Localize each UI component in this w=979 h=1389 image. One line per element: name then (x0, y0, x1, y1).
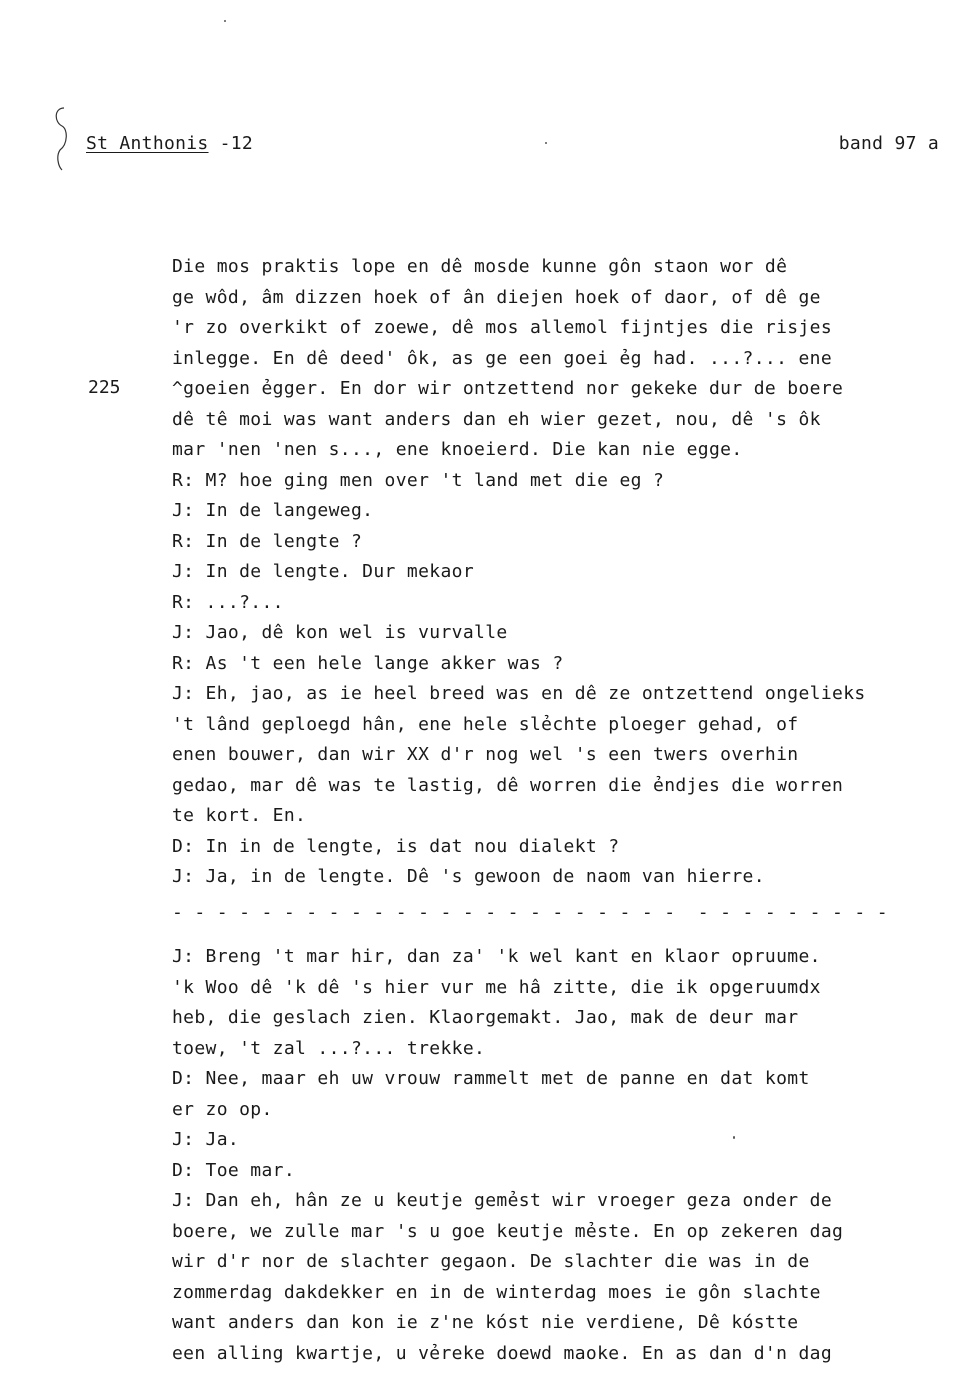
punch-hole-mark (52, 104, 70, 174)
transcript-line: J: Jao, dê kon wel is vurvalle (172, 622, 508, 643)
transcript-line: 't lând geploegd hân, ene hele slẻchte ploeger gehad, of (172, 713, 799, 735)
transcript-line: 'k Woo dê 'k dê 's hier vur me hâ zitte, die ik opgeruumdx (172, 976, 821, 998)
transcript-line: gedao, mar dê was te lastig, dê worren die ẻndjes die worren (172, 774, 844, 796)
transcript-section-1 (172, 252, 866, 893)
transcript-line: J: Eh, jao, as ie heel breed was en dê ze ontzettend ongelieks (172, 683, 866, 704)
transcript-section-2 (172, 942, 843, 1369)
transcript-line: want anders dan kon ie z'ne kóst nie verdiene, Dê kóstte (172, 1312, 799, 1333)
transcript-line: Die mos praktis lope en dê mosde kunne gôn staon wor dê (172, 256, 788, 277)
transcript-line: te kort. En. (172, 805, 307, 826)
place-title: St Anthonis (86, 133, 209, 154)
transcript-line: een alling kwartje, u vẻreke doewd maoke. En as dan d'n dag (172, 1342, 833, 1364)
transcript-line: D: Toe mar. (172, 1159, 296, 1181)
transcript-line: R: M? hoe ging men over 't land met die eg ? (172, 469, 665, 491)
transcript-line: R: As 't een hele lange akker was ? (172, 652, 564, 674)
scan-speck (733, 1136, 735, 1139)
transcript-line: toew, 't zal ...?... trekke. (172, 1037, 486, 1059)
transcript-line: D: Nee, maar eh uw vrouw rammelt met de panne en dat komt (172, 1068, 810, 1089)
transcript-line: J: Ja, in de lengte. Dê 's gewoon de naom van hierre. (172, 866, 765, 887)
section-divider: - - - - - - - - - - - - - - - - - - - - - - - - - - - - - - - - (172, 902, 888, 923)
page-number: -12 (208, 133, 254, 154)
transcript-line: dê tê moi was want anders dan eh wier gezet, nou, dê 's ôk (172, 408, 821, 430)
transcript-line: 'r zo overkikt of zoewe, dê mos allemol fijntjes die risjes (172, 317, 833, 338)
transcript-line: J: In de lengte. Dur mekaor (172, 561, 475, 582)
transcript-line: wir d'r nor de slachter gegaon. De slachter die was in de (172, 1251, 810, 1272)
transcript-line: boere, we zulle mar 's u goe keutje mẻste. En op zekeren dag (172, 1220, 844, 1242)
transcript-line: er zo op. (172, 1098, 273, 1120)
transcript-line: heb, die geslach zien. Klaorgemakt. Jao, mak de deur mar (172, 1007, 799, 1028)
transcript-line: ^goeien ẻgger. En dor wir ontzettend nor gekeke dur de boere (172, 378, 844, 399)
transcript-line: R: ...?... (172, 591, 284, 613)
scan-speck (224, 20, 226, 22)
transcript-line: mar 'nen 'nen s..., ene knoeierd. Die kan nie egge. (172, 439, 743, 460)
transcript-line: J: In de langeweg. (172, 500, 374, 521)
transcript-line: R: In de lengte ? (172, 530, 363, 552)
tape-reference: band 97 a (838, 133, 939, 154)
line-number-marker: 225 (88, 377, 121, 398)
transcript-line: enen bouwer, dan wir XX d'r nog wel 's een twers overhin (172, 744, 799, 765)
transcript-line: J: Ja. (172, 1129, 240, 1150)
transcript-line: J: Dan eh, hân ze u keutje gemẻst wir vroeger geza onder de (172, 1190, 833, 1211)
transcript-line: ge wôd, âm dizzen hoek of ân diejen hoek of daor, of dê ge (172, 286, 821, 308)
transcript-line: zommerdag dakdekker en in de winterdag moes ie gôn slachte (172, 1281, 821, 1303)
transcript-line: J: Breng 't mar hir, dan za' 'k wel kant en klaor opruume. (172, 946, 821, 967)
transcript-line: D: In in de lengte, is dat nou dialekt ? (172, 835, 620, 857)
scan-speck (545, 142, 547, 144)
document-header (86, 133, 253, 154)
transcript-line: inlegge. En dê deed' ôk, as ge een goei ẻg had. ...?... ene (172, 347, 833, 369)
